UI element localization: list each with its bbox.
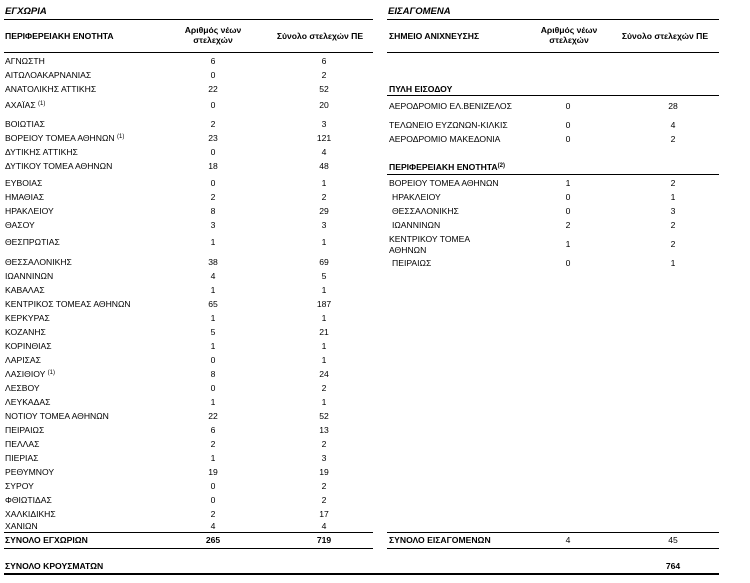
grand-total-rule <box>4 573 719 575</box>
table-row-name <box>5 397 50 408</box>
table-cell-new: 1 <box>210 397 216 407</box>
table-row-name <box>5 313 50 324</box>
region-name: ΚΕΡΚΥΡΑΣ <box>5 313 50 323</box>
table-cell-total: 21 <box>319 327 329 337</box>
table-row-name <box>5 481 34 492</box>
grand-total-label: ΣΥΝΟΛΟ ΚΡΟΥΣΜΑΤΩΝ <box>5 561 104 571</box>
table-cell-total: 2 <box>321 70 327 80</box>
table-row-name <box>5 521 38 532</box>
imported-cell-total: 1 <box>670 258 676 268</box>
imported-total-label: ΣΥΝΟΛΟ ΕΙΣΑΓΟΜΕΝΩΝ <box>389 535 491 545</box>
table-cell-new: 6 <box>210 56 216 66</box>
region-name: ΑΙΤΩΛΟΑΚΑΡΝΑΝΙΑΣ <box>5 70 92 80</box>
grand-total-value: 764 <box>665 561 681 571</box>
imported-region-rule <box>387 174 719 175</box>
table-cell-new: 2 <box>210 192 216 202</box>
region-name: ΗΡΑΚΛΕΙΟΥ <box>5 206 54 216</box>
region-name: ΙΩΑΝΝΙΝΩΝ <box>5 271 54 281</box>
footnote-marker: (1) <box>47 370 55 376</box>
region-name: ΚΟΡΙΝΘΙΑΣ <box>5 341 52 351</box>
table-row-name <box>5 70 91 81</box>
region-name: ΚΑΒΑΛΑΣ <box>5 285 45 295</box>
table-cell-new: 65 <box>208 299 218 309</box>
table-cell-total: 3 <box>321 453 327 463</box>
table-row-name <box>5 84 96 95</box>
table-cell-new: 6 <box>210 425 216 435</box>
table-cell-total: 1 <box>321 237 327 247</box>
table-row-name <box>5 220 35 231</box>
region-name: ΛΕΣΒΟΥ <box>5 383 40 393</box>
table-cell-total: 2 <box>321 439 327 449</box>
table-row-name <box>5 327 46 338</box>
table-cell-total: 52 <box>319 411 329 421</box>
table-cell-new: 23 <box>208 133 218 143</box>
region-name: ΕΥΒΟΙΑΣ <box>5 178 43 188</box>
table-cell-new: 22 <box>208 411 218 421</box>
region-name: ΛΑΡΙΣΑΣ <box>5 355 41 365</box>
table-row-name <box>5 369 55 380</box>
entry-cell-new: 0 <box>565 134 571 144</box>
table-cell-total: 1 <box>321 341 327 351</box>
table-row-name <box>5 271 53 282</box>
table-row-name <box>5 100 45 111</box>
table-row-name <box>5 355 41 366</box>
entry-point-name: ΑΕΡΟΔΡΟΜΙΟ ΜΑΚΕΔΟΝΙΑ <box>389 134 501 144</box>
imported-cell-total: 2 <box>670 239 676 249</box>
imported-header-rule <box>387 19 719 20</box>
region-name: ΑΧΑΪΑΣ <box>5 100 36 110</box>
table-cell-new: 4 <box>210 271 216 281</box>
table-cell-total: 3 <box>321 220 327 230</box>
entry-cell-total: 2 <box>670 134 676 144</box>
table-row-name <box>5 119 45 130</box>
footnote-marker: (1) <box>38 101 46 107</box>
table-row-name <box>5 509 56 520</box>
table-cell-total: 13 <box>319 425 329 435</box>
table-row-name <box>5 56 45 67</box>
region-name: ΝΟΤΙΟΥ ΤΟΜΕΑ ΑΘΗΝΩΝ <box>5 411 109 421</box>
table-cell-new: 1 <box>210 341 216 351</box>
table-row-name <box>5 439 39 450</box>
table-cell-total: 187 <box>316 299 332 309</box>
entry-point-name: ΤΕΛΩΝΕΙΟ ΕΥΖΩΝΩΝ-ΚΙΛΚΙΣ <box>389 120 508 130</box>
region-name: ΑΓΝΩΣΤΗ <box>5 56 45 66</box>
region-name: ΔΥΤΙΚΟΥ ΤΟΜΕΑ ΑΘΗΝΩΝ <box>5 161 113 171</box>
table-cell-total: 1 <box>321 178 327 188</box>
imported-region-name: ΙΩΑΝΝΙΝΩΝ <box>392 220 441 230</box>
table-cell-new: 8 <box>210 206 216 216</box>
table-cell-total: 1 <box>321 397 327 407</box>
entry-cell-total: 28 <box>668 101 678 111</box>
imported-total-bottom-rule <box>387 548 719 549</box>
table-row-name <box>5 411 109 422</box>
domestic-col-total: Σύνολο στελεχών ΠΕ <box>276 31 364 41</box>
table-cell-total: 2 <box>321 192 327 202</box>
region-name: ΛΕΥΚΑΔΑΣ <box>5 397 51 407</box>
table-row-name <box>5 425 44 436</box>
table-row-name <box>5 147 78 158</box>
imported-header: ΕΙΣΑΓΟΜΕΝΑ <box>388 6 451 17</box>
table-row-name <box>5 467 54 478</box>
table-row-name <box>5 133 124 144</box>
footnote-marker: (1) <box>117 134 125 140</box>
table-cell-new: 2 <box>210 119 216 129</box>
table-row-name <box>5 453 39 464</box>
imported-region-header-text: ΠΕΡΙΦΕΡΕΙΑΚΗ ΕΝΟΤΗΤΑ <box>389 162 498 172</box>
domestic-total-total: 719 <box>316 535 332 545</box>
domestic-col-new: Αριθμός νέων στελεχών <box>184 25 242 45</box>
table-cell-total: 52 <box>319 84 329 94</box>
region-name: ΡΕΘΥΜΝΟΥ <box>5 467 55 477</box>
table-cell-new: 19 <box>208 467 218 477</box>
imported-total-total: 45 <box>668 535 678 545</box>
imported-region-name: ΒΟΡΕΙΟΥ ΤΟΜΕΑ ΑΘΗΝΩΝ <box>389 178 499 188</box>
table-cell-total: 3 <box>321 119 327 129</box>
entry-gate-header: ΠΥΛΗ ΕΙΣΟΔΟΥ <box>389 84 453 94</box>
entry-cell-new: 0 <box>565 101 571 111</box>
region-name: ΑΝΑΤΟΛΙΚΗΣ ΑΤΤΙΚΗΣ <box>5 84 97 94</box>
imported-cell-total: 2 <box>670 220 676 230</box>
imported-cell-total: 3 <box>670 206 676 216</box>
table-cell-total: 121 <box>316 133 332 143</box>
imported-region-name: ΠΕΙΡΑΙΩΣ <box>392 258 432 268</box>
table-cell-total: 24 <box>319 369 329 379</box>
region-name: ΠΕΛΛΑΣ <box>5 439 40 449</box>
table-cell-new: 8 <box>210 369 216 379</box>
table-cell-new: 0 <box>210 383 216 393</box>
imported-cell-total: 2 <box>670 178 676 188</box>
imported-col-total: Σύνολο στελεχών ΠΕ <box>621 31 709 41</box>
table-row-name <box>5 161 112 172</box>
table-row-name <box>5 299 131 310</box>
table-cell-total: 4 <box>321 521 327 531</box>
table-cell-new: 4 <box>210 521 216 531</box>
table-row-name <box>5 192 44 203</box>
table-cell-new: 2 <box>210 509 216 519</box>
entry-point-name: ΑΕΡΟΔΡΟΜΙΟ ΕΛ.ΒΕΝΙΖΕΛΟΣ <box>389 101 512 111</box>
table-cell-new: 0 <box>210 100 216 110</box>
region-name: ΒΟΡΕΙΟΥ ΤΟΜΕΑ ΑΘΗΝΩΝ <box>5 133 115 143</box>
table-row-name <box>5 495 52 506</box>
table-cell-total: 2 <box>321 383 327 393</box>
table-row-name <box>5 206 54 217</box>
imported-col-point: ΣΗΜΕΙΟ ΑΝΙΧΝΕΥΣΗΣ <box>389 31 480 41</box>
domestic-header: ΕΓΧΩΡΙΑ <box>5 6 47 17</box>
region-name: ΠΙΕΡΙΑΣ <box>5 453 39 463</box>
domestic-total-label: ΣΥΝΟΛΟ ΕΓΧΩΡΙΩΝ <box>5 535 88 545</box>
region-name: ΘΑΣΟΥ <box>5 220 35 230</box>
region-name: ΒΟΙΩΤΙΑΣ <box>5 119 45 129</box>
imported-cell-new: 0 <box>565 206 571 216</box>
table-row-name <box>5 237 60 248</box>
table-cell-new: 1 <box>210 237 216 247</box>
table-cell-new: 1 <box>210 453 216 463</box>
table-cell-new: 0 <box>210 495 216 505</box>
table-cell-total: 1 <box>321 355 327 365</box>
table-row-name <box>5 341 52 352</box>
region-name: ΧΑΝΙΩΝ <box>5 521 38 531</box>
table-cell-new: 0 <box>210 355 216 365</box>
domestic-total-bottom-rule <box>4 548 373 549</box>
table-cell-total: 2 <box>321 481 327 491</box>
table-cell-total: 19 <box>319 467 329 477</box>
table-cell-new: 0 <box>210 481 216 491</box>
imported-cell-new: 2 <box>565 220 571 230</box>
domestic-col-region: ΠΕΡΙΦΕΡΕΙΑΚΗ ΕΝΟΤΗΤΑ <box>5 31 114 41</box>
imported-region-name: ΗΡΑΚΛΕΙΟΥ <box>392 192 441 202</box>
table-cell-total: 17 <box>319 509 329 519</box>
table-row-name <box>5 178 42 189</box>
region-name: ΚΕΝΤΡΙΚΟΣ ΤΟΜΕΑΣ ΑΘΗΝΩΝ <box>5 299 131 309</box>
domestic-total-rule <box>4 532 373 533</box>
imported-total-rule <box>387 532 719 533</box>
imported-region-name: ΚΕΝΤΡΙΚΟΥ ΤΟΜΕΑ ΑΘΗΝΩΝ <box>389 234 470 255</box>
table-cell-total: 2 <box>321 495 327 505</box>
domestic-total-new: 265 <box>205 535 221 545</box>
imported-cell-new: 1 <box>565 239 571 249</box>
domestic-header-rule <box>4 19 373 20</box>
region-name: ΛΑΣΙΘΙΟΥ <box>5 369 46 379</box>
region-name: ΔΥΤΙΚΗΣ ΑΤΤΙΚΗΣ <box>5 147 78 157</box>
table-cell-new: 0 <box>210 178 216 188</box>
table-cell-new: 22 <box>208 84 218 94</box>
table-cell-total: 1 <box>321 285 327 295</box>
table-cell-new: 2 <box>210 439 216 449</box>
region-name: ΘΕΣΠΡΩΤΙΑΣ <box>5 237 60 247</box>
region-name: ΚΟΖΑΝΗΣ <box>5 327 46 337</box>
table-cell-new: 1 <box>210 313 216 323</box>
table-cell-total: 29 <box>319 206 329 216</box>
imported-region-name: ΘΕΣΣΑΛΟΝΙΚΗΣ <box>392 206 459 216</box>
table-cell-new: 1 <box>210 285 216 295</box>
region-name: ΧΑΛΚΙΔΙΚΗΣ <box>5 509 56 519</box>
imported-total-new: 4 <box>565 535 571 545</box>
imported-region-header-sup: (2) <box>497 163 505 169</box>
table-cell-new: 0 <box>210 70 216 80</box>
table-cell-total: 5 <box>321 271 327 281</box>
entry-gate-rule <box>387 95 719 96</box>
table-cell-new: 3 <box>210 220 216 230</box>
domestic-colhead-rule <box>4 52 373 53</box>
entry-cell-total: 4 <box>670 120 676 130</box>
table-cell-total: 20 <box>319 100 329 110</box>
table-cell-total: 1 <box>321 313 327 323</box>
region-name: ΣΥΡΟΥ <box>5 481 34 491</box>
table-row-name <box>5 257 72 268</box>
imported-colhead-rule <box>387 52 719 53</box>
table-cell-total: 4 <box>321 147 327 157</box>
region-name: ΠΕΙΡΑΙΩΣ <box>5 425 45 435</box>
table-cell-new: 18 <box>208 161 218 171</box>
table-cell-new: 38 <box>208 257 218 267</box>
imported-region-header <box>389 162 505 173</box>
table-cell-new: 5 <box>210 327 216 337</box>
region-name: ΦΘΙΩΤΙΔΑΣ <box>5 495 52 505</box>
region-name: ΘΕΣΣΑΛΟΝΙΚΗΣ <box>5 257 72 267</box>
region-name: ΗΜΑΘΙΑΣ <box>5 192 45 202</box>
table-cell-total: 48 <box>319 161 329 171</box>
entry-cell-new: 0 <box>565 120 571 130</box>
imported-cell-new: 0 <box>565 258 571 268</box>
table-cell-total: 6 <box>321 56 327 66</box>
table-row-name <box>5 285 45 296</box>
imported-cell-new: 0 <box>565 192 571 202</box>
table-cell-total: 69 <box>319 257 329 267</box>
table-cell-new: 0 <box>210 147 216 157</box>
table-row-name <box>5 383 40 394</box>
imported-cell-total: 1 <box>670 192 676 202</box>
imported-cell-new: 1 <box>565 178 571 188</box>
imported-col-new: Αριθμός νέων στελεχών <box>540 25 598 45</box>
